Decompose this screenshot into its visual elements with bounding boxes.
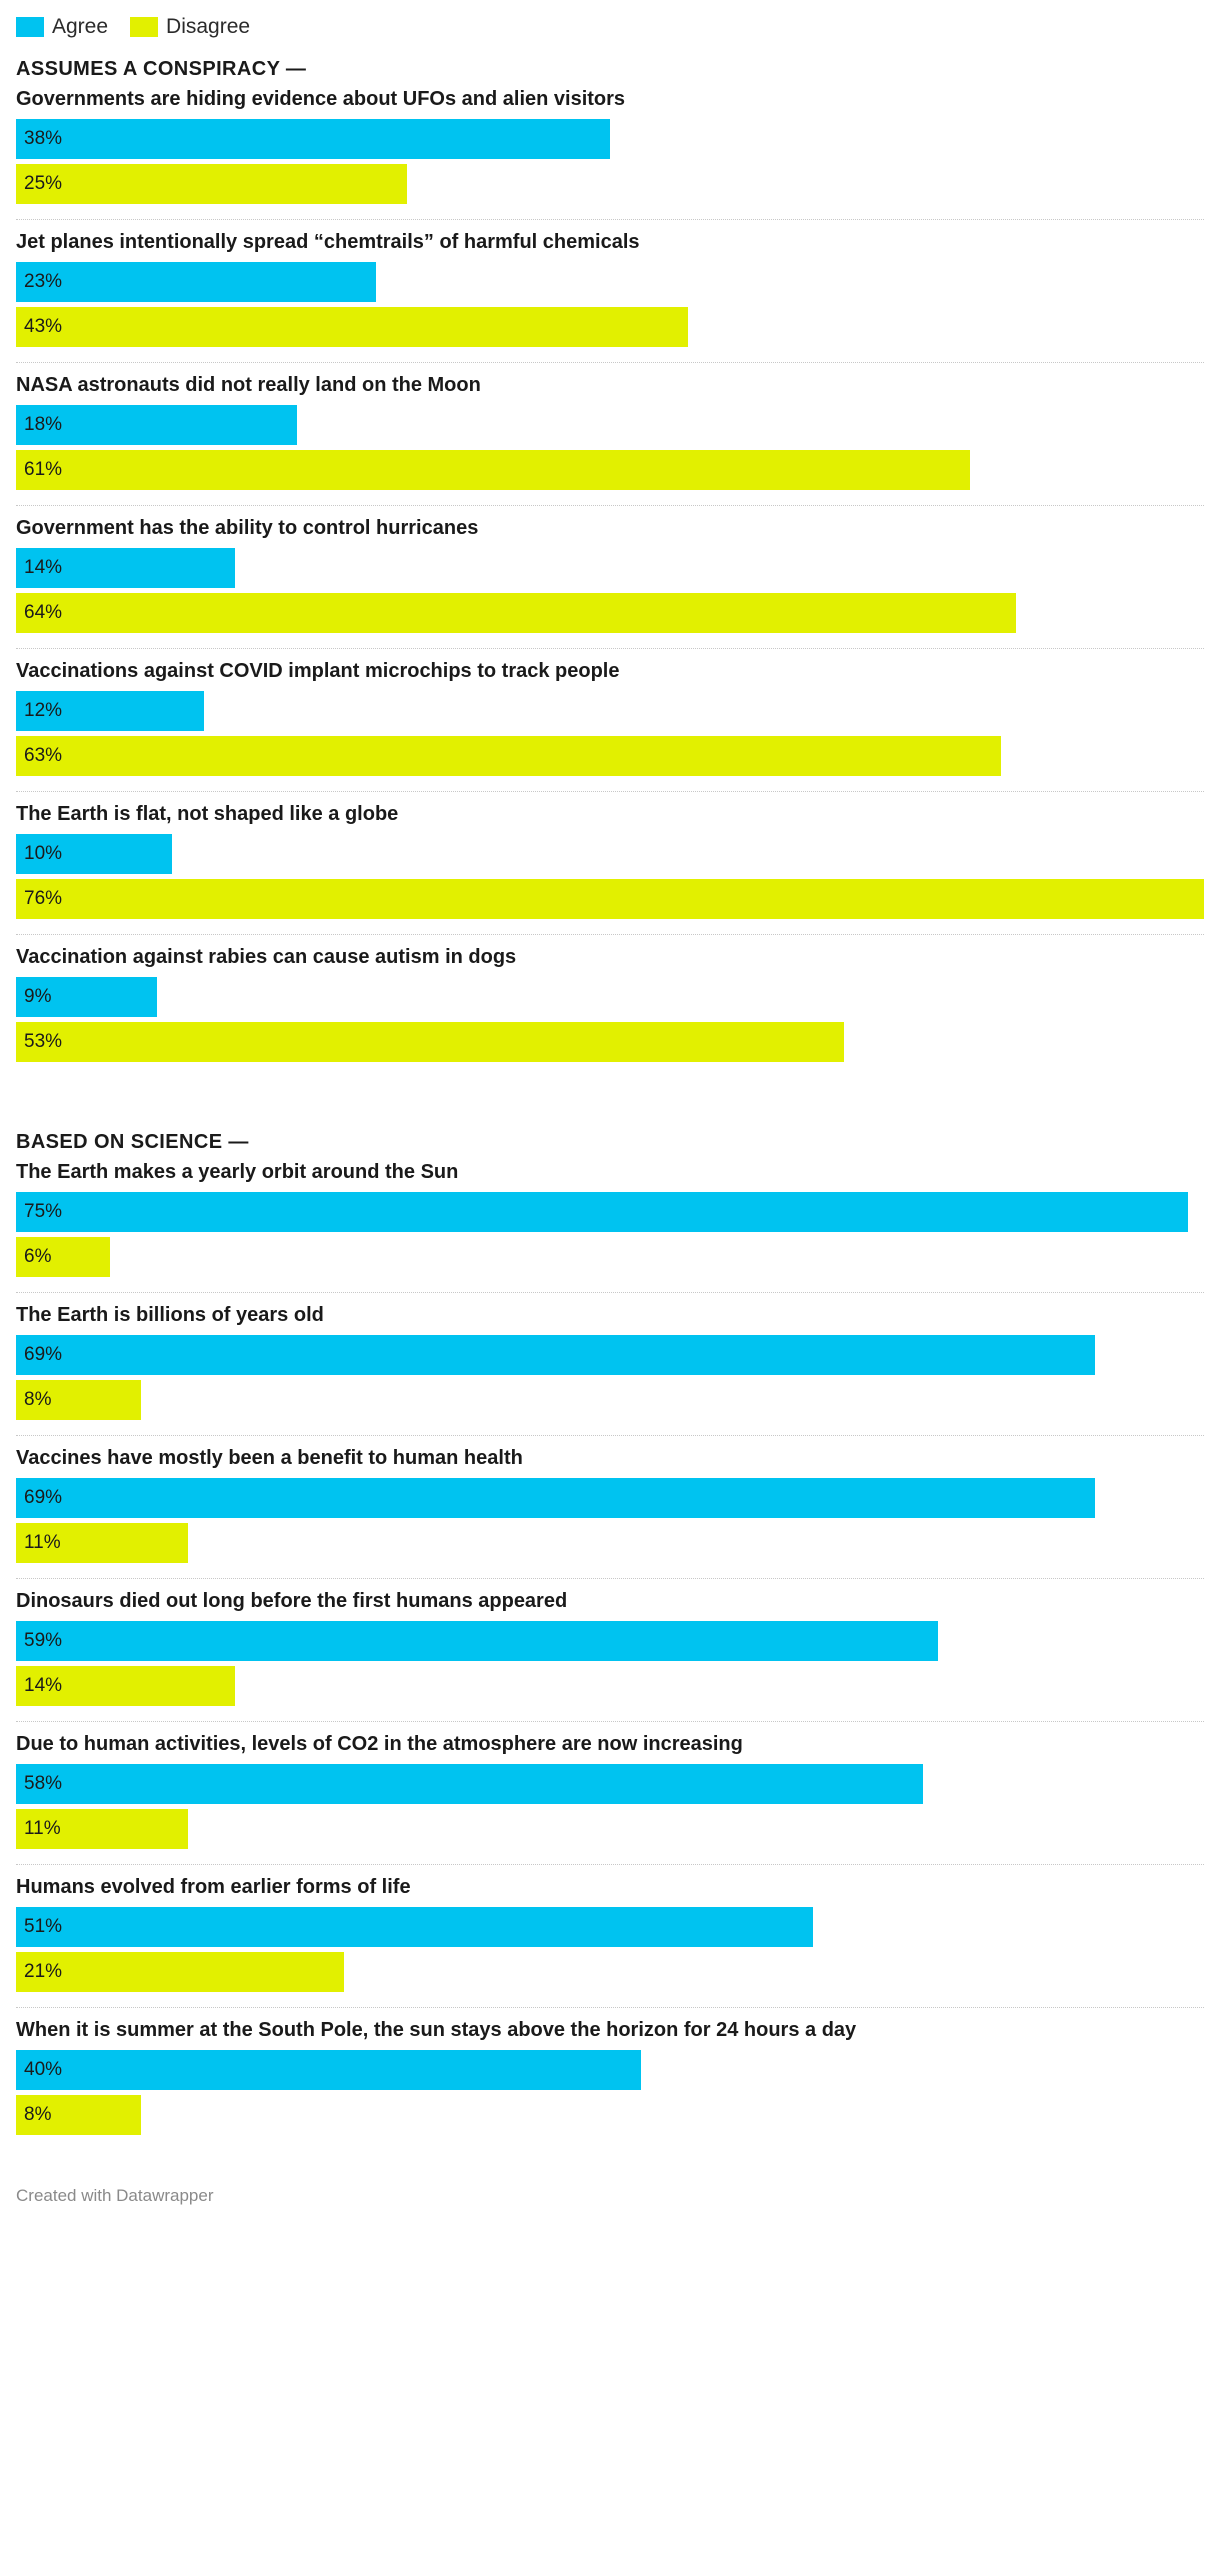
- question-label: Jet planes intentionally spread “chemtrails” of harmful chemicals: [16, 231, 640, 253]
- bar-row-disagree: [16, 1523, 1204, 1563]
- bar-value-label: 40%: [24, 2059, 63, 2080]
- question-group: [16, 1875, 1204, 2008]
- bar-row-disagree: [16, 307, 1204, 347]
- bar-row-agree: [16, 1192, 1204, 1232]
- chart-sections: [16, 58, 1204, 2150]
- bar-disagree[interactable]: [16, 1523, 188, 1563]
- bar-row-disagree: [16, 1237, 1204, 1277]
- bar-value-label: 8%: [24, 1389, 52, 1410]
- bar-disagree[interactable]: [16, 1809, 188, 1849]
- bar-value-label: 53%: [24, 1031, 63, 1052]
- bar-row-agree: [16, 1764, 1204, 1804]
- bar-value-label: 43%: [24, 316, 63, 337]
- bar-value-label: 18%: [24, 414, 63, 435]
- bar-row-disagree: [16, 2095, 1204, 2135]
- question-group: [16, 230, 1204, 363]
- question-label: Vaccines have mostly been a benefit to human health: [16, 1447, 523, 1469]
- bar-value-label: 8%: [24, 2104, 52, 2125]
- bar-disagree[interactable]: [16, 1952, 344, 1992]
- bar-value-label: 58%: [24, 1773, 63, 1794]
- legend-label: Disagree: [166, 15, 251, 38]
- bar-row-disagree: [16, 593, 1204, 633]
- bar-disagree[interactable]: [16, 879, 1204, 919]
- bar-value-label: 14%: [24, 1675, 63, 1696]
- bar-row-agree: [16, 977, 1204, 1017]
- question-label: NASA astronauts did not really land on the Moon: [16, 374, 481, 396]
- bar-row-disagree: [16, 1666, 1204, 1706]
- question-group: [16, 373, 1204, 506]
- question-group: [16, 1303, 1204, 1436]
- section-heading: BASED ON SCIENCE —: [16, 1131, 249, 1153]
- chart-credit: Created with Datawrapper: [16, 2186, 214, 2205]
- bar-disagree[interactable]: [16, 1380, 141, 1420]
- legend-swatch-icon: [130, 17, 158, 37]
- bar-agree[interactable]: [16, 1764, 923, 1804]
- question-group: [16, 1732, 1204, 1865]
- bar-value-label: 10%: [24, 843, 63, 864]
- legend-item[interactable]: [16, 15, 108, 39]
- question-label: Government has the ability to control hurricanes: [16, 517, 479, 539]
- question-label: Vaccination against rabies can cause autism in dogs: [16, 946, 517, 968]
- bar-value-label: 59%: [24, 1630, 63, 1651]
- bar-agree[interactable]: [16, 691, 204, 731]
- bar-value-label: 11%: [24, 1818, 61, 1839]
- bar-row-agree: [16, 2050, 1204, 2090]
- question-label: Due to human activities, levels of CO2 in the atmosphere are now increasing: [16, 1733, 743, 1755]
- bar-agree[interactable]: [16, 1192, 1188, 1232]
- bar-agree[interactable]: [16, 1335, 1095, 1375]
- bar-value-label: 61%: [24, 459, 63, 480]
- question-label: The Earth makes a yearly orbit around the Sun: [16, 1161, 459, 1183]
- bar-value-label: 6%: [24, 1246, 52, 1267]
- bar-row-disagree: [16, 1022, 1204, 1062]
- question-group: [16, 87, 1204, 220]
- bar-row-disagree: [16, 879, 1204, 919]
- bar-agree[interactable]: [16, 977, 157, 1017]
- bar-agree[interactable]: [16, 834, 172, 874]
- question-group: [16, 1160, 1204, 1293]
- bar-value-label: 11%: [24, 1532, 61, 1553]
- bar-disagree[interactable]: [16, 307, 688, 347]
- question-label: When it is summer at the South Pole, the sun stays above the horizon for 24 hours a day: [16, 2019, 857, 2041]
- bar-value-label: 12%: [24, 700, 63, 721]
- bar-disagree[interactable]: [16, 1237, 110, 1277]
- bar-disagree[interactable]: [16, 1022, 844, 1062]
- bar-row-disagree: [16, 1380, 1204, 1420]
- bar-value-label: 51%: [24, 1916, 63, 1937]
- bar-value-label: 14%: [24, 557, 63, 578]
- question-group: [16, 1589, 1204, 1722]
- bar-row-agree: [16, 1907, 1204, 1947]
- bar-value-label: 76%: [24, 888, 63, 909]
- bar-value-label: 38%: [24, 128, 63, 149]
- bar-row-agree: [16, 405, 1204, 445]
- legend-label: Agree: [52, 15, 109, 38]
- bar-value-label: 23%: [24, 271, 63, 292]
- bar-agree[interactable]: [16, 262, 376, 302]
- bar-value-label: 21%: [24, 1961, 63, 1982]
- bar-disagree[interactable]: [16, 164, 407, 204]
- bar-row-disagree: [16, 450, 1204, 490]
- question-label: The Earth is billions of years old: [16, 1304, 324, 1326]
- question-group: [16, 1446, 1204, 1579]
- chart-legend: [16, 14, 1204, 40]
- question-group: [16, 802, 1204, 935]
- bar-row-disagree: [16, 1809, 1204, 1849]
- bar-value-label: 64%: [24, 602, 63, 623]
- bar-disagree[interactable]: [16, 450, 970, 490]
- question-label: The Earth is flat, not shaped like a globe: [16, 803, 399, 825]
- bar-agree[interactable]: [16, 405, 297, 445]
- bar-disagree[interactable]: [16, 2095, 141, 2135]
- bar-value-label: 63%: [24, 745, 63, 766]
- bar-row-agree: [16, 834, 1204, 874]
- legend-swatch-icon: [16, 17, 44, 37]
- bar-row-disagree: [16, 164, 1204, 204]
- bar-value-label: 25%: [24, 173, 63, 194]
- question-group: [16, 516, 1204, 649]
- bar-row-agree: [16, 1335, 1204, 1375]
- bar-value-label: 69%: [24, 1344, 63, 1365]
- bar-row-disagree: [16, 736, 1204, 776]
- bar-row-disagree: [16, 1952, 1204, 1992]
- question-group: [16, 2018, 1204, 2150]
- bar-agree[interactable]: [16, 548, 235, 588]
- bar-row-agree: [16, 1621, 1204, 1661]
- question-label: Governments are hiding evidence about UFOs and alien visitors: [16, 88, 626, 110]
- section-heading: ASSUMES A CONSPIRACY —: [16, 58, 307, 80]
- bar-value-label: 69%: [24, 1487, 63, 1508]
- bar-value-label: 75%: [24, 1201, 63, 1222]
- section-spacer: [16, 1087, 1204, 1131]
- bar-agree[interactable]: [16, 1621, 938, 1661]
- bar-row-agree: [16, 691, 1204, 731]
- bar-disagree[interactable]: [16, 1666, 235, 1706]
- bar-agree[interactable]: [16, 1907, 813, 1947]
- bar-value-label: 9%: [24, 986, 52, 1007]
- bar-agree[interactable]: [16, 119, 610, 159]
- bar-row-agree: [16, 548, 1204, 588]
- question-label: Dinosaurs died out long before the first humans appeared: [16, 1590, 568, 1612]
- bar-row-agree: [16, 119, 1204, 159]
- question-label: Vaccinations against COVID implant microchips to track people: [16, 660, 620, 682]
- bar-disagree[interactable]: [16, 593, 1016, 633]
- bar-row-agree: [16, 262, 1204, 302]
- bar-agree[interactable]: [16, 1478, 1095, 1518]
- question-group: [16, 659, 1204, 792]
- question-group: [16, 945, 1204, 1077]
- bar-agree[interactable]: [16, 2050, 641, 2090]
- question-label: Humans evolved from earlier forms of life: [16, 1876, 411, 1898]
- legend-item[interactable]: [130, 15, 250, 39]
- bar-row-agree: [16, 1478, 1204, 1518]
- bar-disagree[interactable]: [16, 736, 1001, 776]
